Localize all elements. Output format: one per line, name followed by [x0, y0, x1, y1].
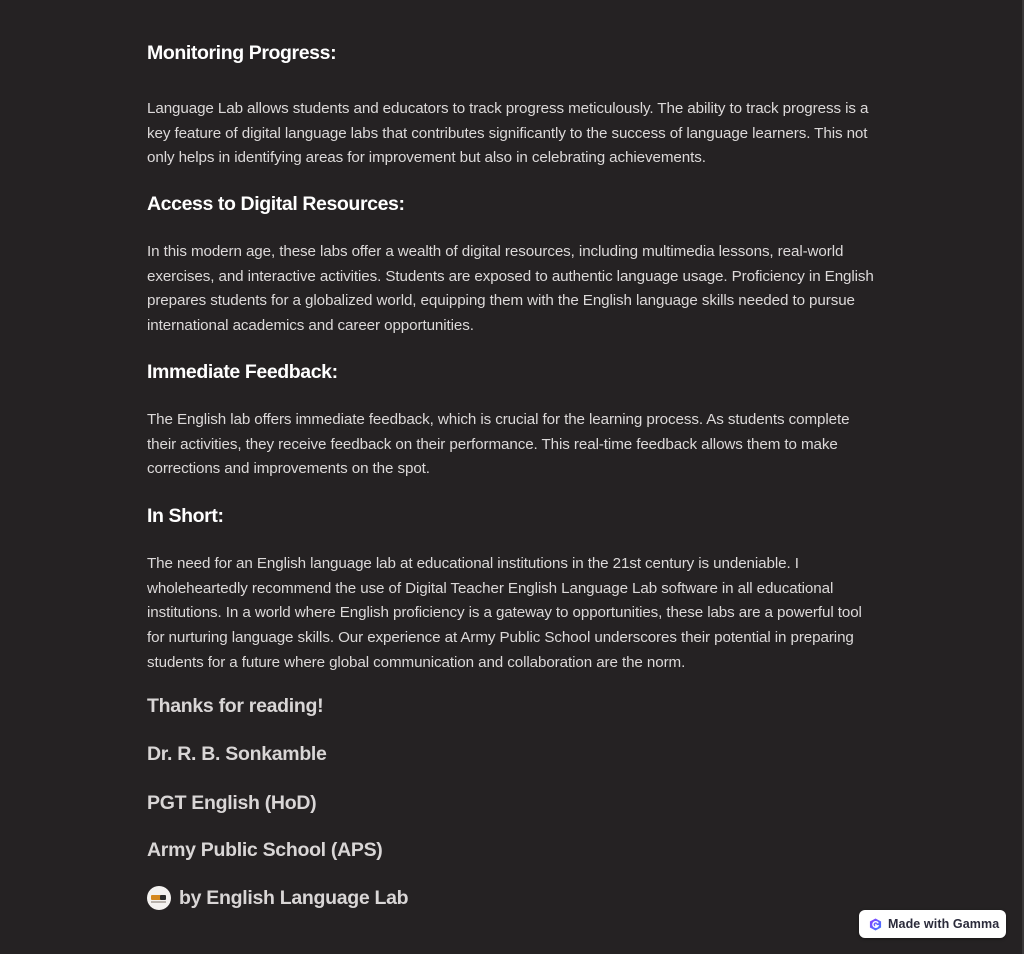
- made-with-gamma-label: Made with Gamma: [888, 917, 1000, 931]
- english-language-lab-logo-icon: [147, 886, 171, 910]
- author-title: PGT English (HoD): [147, 792, 317, 814]
- section-heading-monitoring-progress: Monitoring Progress:: [147, 42, 337, 64]
- author-organization: Army Public School (APS): [147, 839, 383, 861]
- byline[interactable]: [147, 884, 408, 912]
- thanks-message: Thanks for reading!: [147, 695, 324, 717]
- section-body-digital-resources: In this modern age, these labs offer a wealth of digital resources, including multimedia lessons, real-world exercises, and interactive activities. Students are exposed to authentic language usage. Proficiency in English prepares students for a globalized world, equipping them with the English language skills needed to pursue international academics and career opportunities.: [147, 243, 874, 335]
- gamma-logo-icon: [869, 918, 882, 931]
- section-body-monitoring-progress: Language Lab allows students and educators to track progress meticulously. The ability to track progress is a key feature of digital language labs that contributes significantly to the success of language learners. This not only helps in identifying areas for improvement but also in celebrating achievements.: [147, 100, 869, 167]
- made-with-gamma-button[interactable]: [859, 910, 1006, 938]
- section-body-immediate-feedback: The English lab offers immediate feedback, which is crucial for the learning process. As students complete their activities, they receive feedback on their performance. This real-time feedback allows them to make corrections and improvements on the spot.: [147, 411, 850, 478]
- section-heading-immediate-feedback: Immediate Feedback:: [147, 361, 338, 383]
- section-body-in-short: The need for an English language lab at educational institutions in the 21st century is undeniable. I wholeheartedly recommend the use of Digital Teacher English Language Lab software in all educational institutions. In a world where English proficiency is a gateway to opportunities, these labs are a powerful tool for nurturing language skills. Our experience at Army Public School underscores their potential in preparing students for a future where global communication and collaboration are the norm.: [147, 555, 862, 671]
- section-heading-digital-resources: Access to Digital Resources:: [147, 193, 405, 215]
- author-name: Dr. R. B. Sonkamble: [147, 743, 327, 765]
- section-heading-in-short: In Short:: [147, 505, 224, 527]
- byline-text[interactable]: by English Language Lab: [179, 886, 409, 909]
